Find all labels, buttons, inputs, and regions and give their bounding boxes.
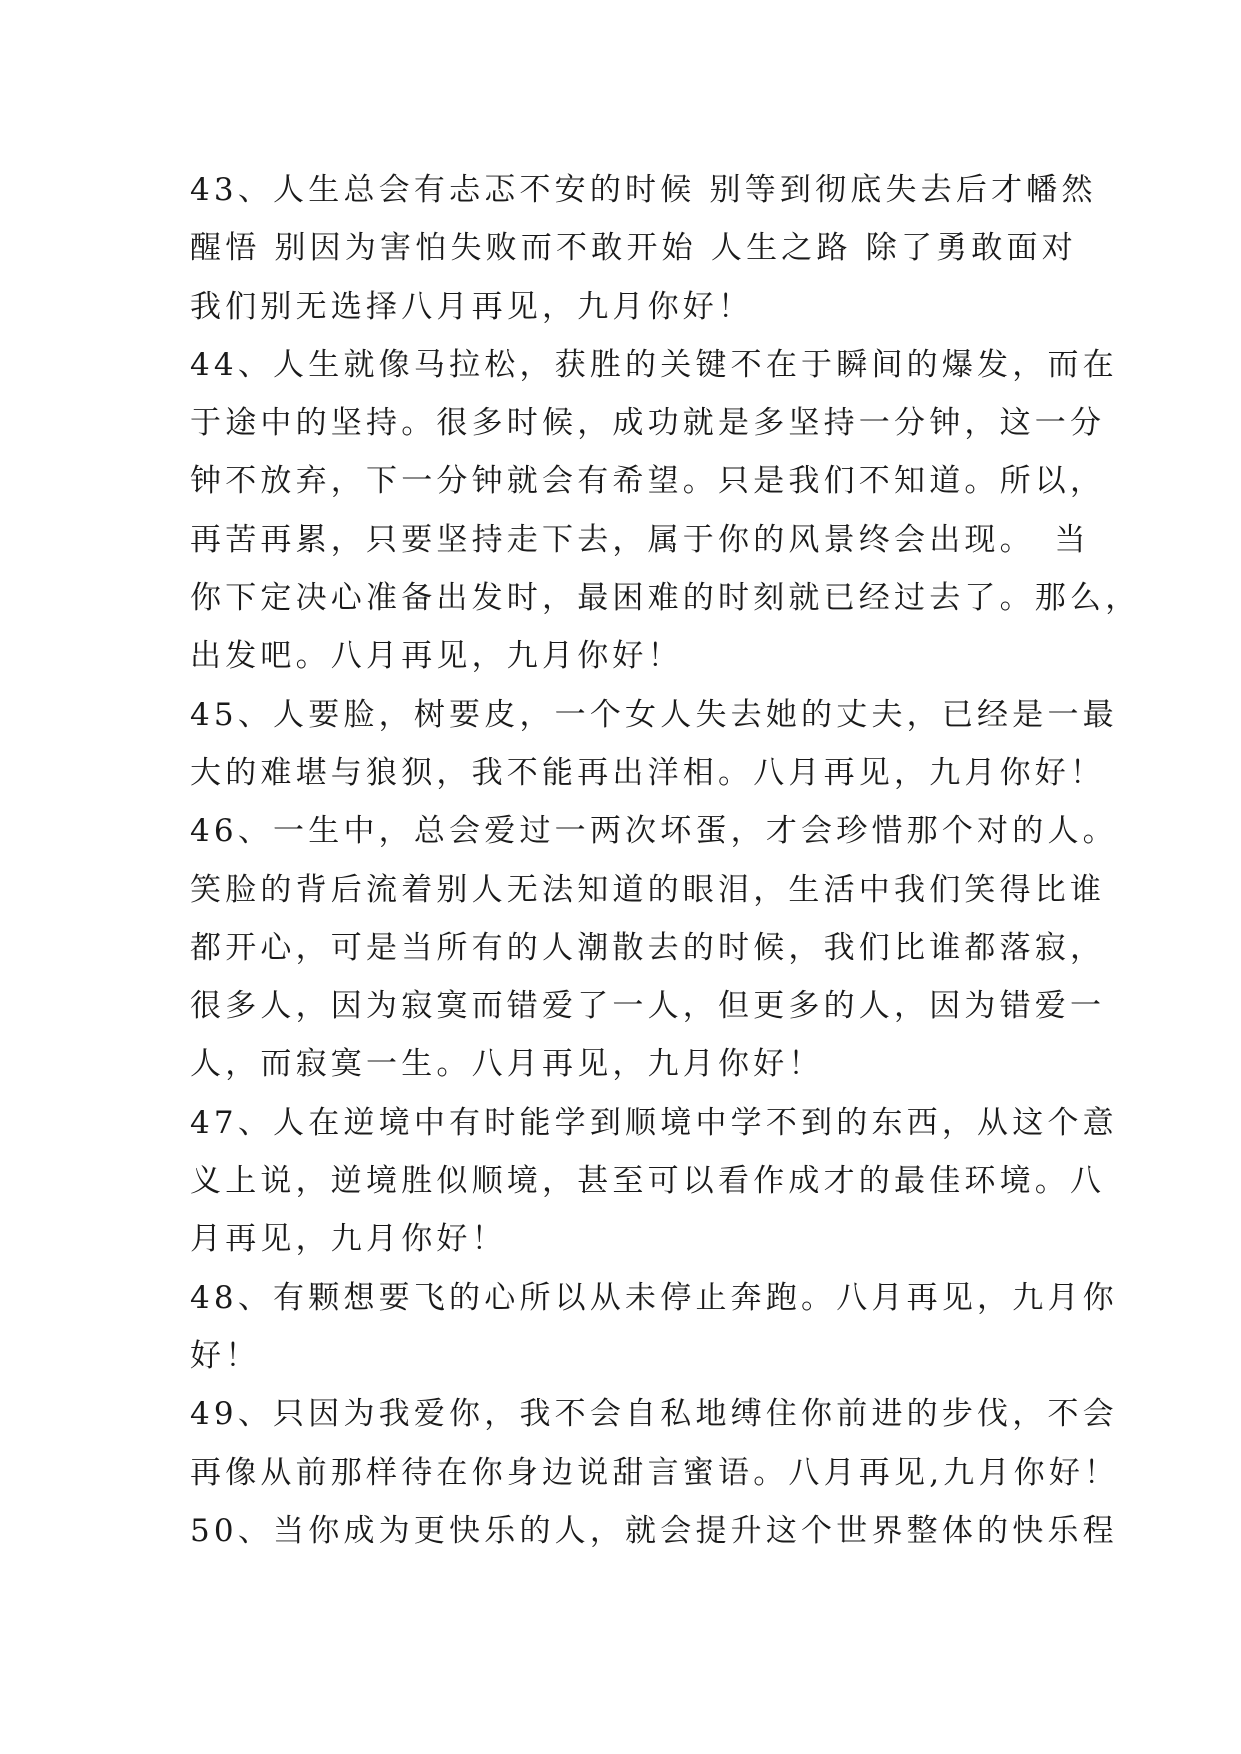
text-line: 50、当你成为更快乐的人，就会提升这个世界整体的快乐程 [190,1512,1118,1549]
text-line: 46、一生中，总会爱过一两次坏蛋，才会珍惜那个对的人。 [190,813,1118,850]
text-line: 你下定决心准备出发时，最困难的时刻就已经过去了。那么， [190,580,1141,617]
text-line: 义上说，逆境胜似顺境，甚至可以看作成才的最佳环境。八 [190,1163,1106,1200]
text-line: 月再见，九月你好！ [190,1221,507,1258]
document-body [190,161,1141,1560]
text-line: 大的难堪与狼狈，我不能再出洋相。八月再见，九月你好！ [190,754,1106,791]
text-line: 49、只因为我爱你，我不会自私地缚住你前进的步伐，不会 [190,1396,1118,1433]
text-line: 我们别无选择八月再见，九月你好！ [190,288,754,325]
text-line: 47、人在逆境中有时能学到顺境中学不到的东西，从这个意 [190,1104,1118,1141]
text-line: 人，而寂寞一生。八月再见，九月你好！ [190,1046,824,1083]
text-line: 45、人要脸，树要皮，一个女人失去她的丈夫，已经是一最 [190,696,1118,733]
text-line: 44、人生就像马拉松，获胜的关键不在于瞬间的爆发，而在 [190,346,1118,383]
text-line: 醒悟 别因为害怕失败而不敢开始 人生之路 除了勇敢面对 [190,230,1077,267]
text-line: 再苦再累，只要坚持走下去，属于你的风景终会出现。 当 [190,521,1090,558]
text-line: 很多人，因为寂寞而错爱了一人，但更多的人，因为错爱一 [190,988,1106,1025]
text-line: 好！ [190,1337,261,1374]
text-line: 于途中的坚持。很多时候，成功就是多坚持一分钟，这一分 [190,405,1106,442]
text-line: 43、人生总会有忐忑不安的时候 别等到彻底失去后才幡然 [190,172,1097,208]
text-line: 钟不放弃，下一分钟就会有希望。只是我们不知道。所以， [190,463,1106,500]
text-line: 出发吧。八月再见，九月你好！ [190,638,683,675]
text-line: 48、有颗想要飞的心所以从未停止奔跑。八月再见，九月你 [190,1279,1118,1316]
text-line: 笑脸的背后流着别人无法知道的眼泪，生活中我们笑得比谁 [190,871,1106,908]
text-line: 再像从前那样待在你身边说甜言蜜语。八月再见,九月你好！ [190,1454,1120,1491]
text-line: 都开心，可是当所有的人潮散去的时候，我们比谁都落寂， [190,929,1106,966]
